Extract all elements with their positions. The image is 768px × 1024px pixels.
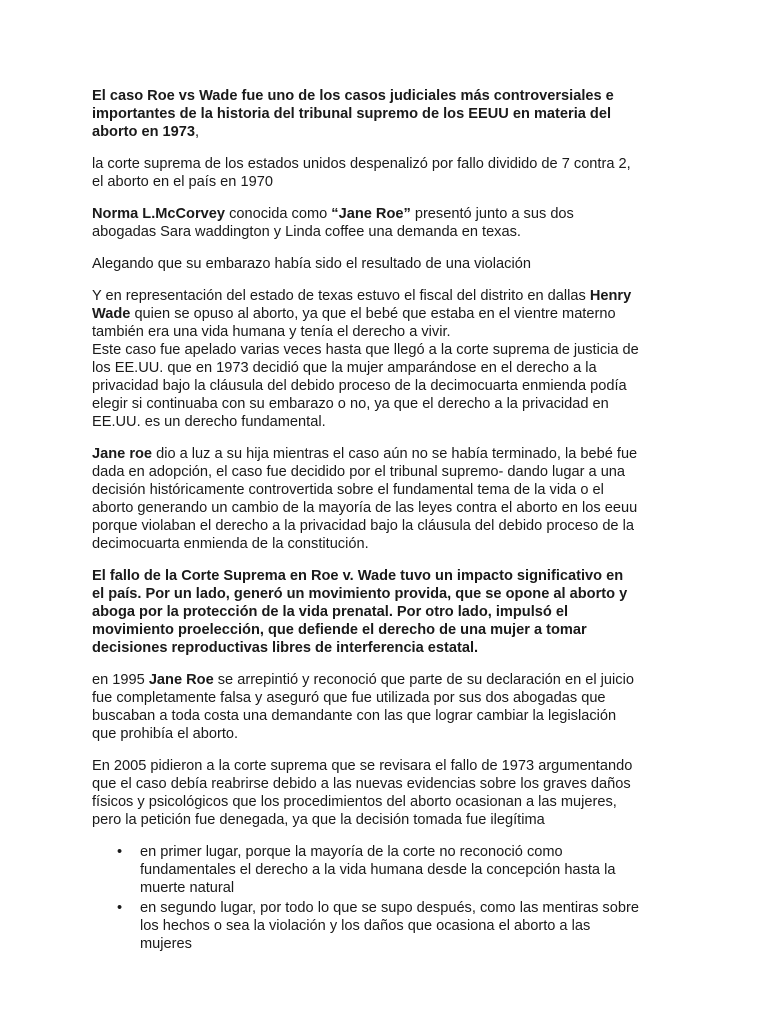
text-run: físicos y psicológicos que los procedimientos del aborto ocasionan a las mujeres,	[92, 794, 617, 810]
text-line: fundamentales el derecho a la vida humana desde la concepción hasta la	[140, 862, 616, 878]
text-line	[92, 359, 692, 377]
bold-text: Jane Roe	[148, 672, 214, 688]
text-line	[92, 567, 692, 585]
text-line	[92, 793, 692, 811]
bold-text: El caso Roe vs Wade fue uno de los casos judiciales más controversiales e	[92, 88, 614, 104]
paragraph	[92, 155, 692, 191]
paragraph	[92, 87, 692, 141]
text-line	[92, 87, 692, 105]
text-run: conocida como	[225, 206, 332, 222]
text-line: en primer lugar, porque la mayoría de la corte no reconoció como	[140, 844, 563, 860]
text-run: pero la petición fue denegada, ya que la decisión tomada fue ilegítima	[92, 812, 545, 828]
paragraph	[92, 287, 692, 431]
list-item	[117, 843, 692, 897]
paragraph	[92, 567, 692, 657]
text-line	[92, 155, 692, 173]
text-line	[92, 123, 692, 141]
text-line: los hechos o sea la violación y los daños que ocasiona el aborto a las	[140, 918, 591, 934]
paragraph	[92, 757, 692, 829]
text-line	[92, 707, 692, 725]
text-run: que prohibía el aborto.	[92, 726, 239, 742]
text-line	[92, 671, 692, 689]
text-run: fue completamente falsa y aseguró que fue utilizada por sus dos abogadas que	[92, 690, 606, 706]
text-run: aborto generando un cambio de la mayoría de las leyes contra el aborto en los eeuu	[92, 500, 638, 516]
text-run: quien se opuso al aborto, ya que el bebé que estaba en el vientre materno	[130, 306, 616, 322]
bold-text: Jane roe	[92, 446, 153, 462]
bold-text: Norma L.McCorvey	[92, 206, 226, 222]
text-run: elegir si continuaba con su embarazo o no, ya que el derecho a la privacidad en	[92, 396, 609, 412]
text-run: el aborto en el país en 1970	[92, 174, 273, 190]
text-line	[92, 499, 692, 517]
bold-text: decisiones reproductivas libres de interferencia estatal.	[92, 640, 479, 656]
text-run: decisión históricamente controvertida sobre el fundamental tema de la vida o el	[92, 482, 604, 498]
bold-text: Henry	[589, 288, 632, 304]
bold-text: aboga por la protección de la vida prenatal. Por otro lado, impulsó el	[92, 604, 569, 620]
text-line	[92, 395, 692, 413]
bullet-icon: •	[117, 844, 123, 860]
bold-text: importantes de la historia del tribunal supremo de los EEUU en materia del	[92, 106, 612, 122]
text-run: los EE.UU. que en 1973 decidió que la mujer amparándose en el derecho a la	[92, 360, 597, 376]
text-line: en segundo lugar, por todo lo que se supo después, como las mentiras sobre	[140, 900, 639, 916]
text-run: decimocuarta enmienda de la constitución.	[92, 536, 369, 552]
text-line	[92, 173, 692, 191]
bold-text: Wade	[92, 306, 131, 322]
text-run: en 1995	[92, 672, 149, 688]
text-run: Alegando que su embarazo había sido el resultado de una violación	[92, 256, 531, 272]
text-run: ,	[195, 124, 200, 140]
bold-text: El fallo de la Corte Suprema en Roe v. Wade tuvo un impacto significativo en	[92, 568, 624, 584]
text-line	[92, 255, 692, 273]
text-line	[92, 517, 692, 535]
text-line	[92, 305, 692, 323]
text-line	[92, 585, 692, 603]
bold-text: movimiento proelección, que defiende el derecho de una mujer a tomar	[92, 622, 587, 638]
text-run: la corte suprema de los estados unidos despenalizó por fallo dividido de 7 contra 2,	[92, 156, 631, 172]
text-line	[92, 757, 692, 775]
text-line	[92, 481, 692, 499]
text-line	[92, 535, 692, 553]
document-body	[92, 87, 692, 955]
text-line	[92, 639, 692, 657]
text-line	[92, 223, 692, 241]
text-line	[92, 341, 692, 359]
text-run: también era una vida humana y tenía el derecho a vivir.	[92, 324, 451, 340]
text-line	[92, 775, 692, 793]
bold-text: el país. Por un lado, generó un movimiento provida, que se opone al aborto y	[92, 586, 628, 602]
text-run: abogadas Sara waddington y Linda coffee una demanda en texas.	[92, 224, 521, 240]
paragraph	[92, 445, 692, 553]
paragraph	[92, 255, 692, 273]
text-run: Este caso fue apelado varias veces hasta que llegó a la corte suprema de justicia de	[92, 342, 639, 358]
text-line	[92, 413, 692, 431]
text-line	[92, 725, 692, 743]
list-item	[117, 899, 692, 953]
text-run: dio a luz a su hija mientras el caso aún no se había terminado, la bebé fue	[152, 446, 638, 462]
bullet-list	[92, 843, 692, 953]
text-line	[92, 323, 692, 341]
text-line	[92, 811, 692, 829]
bullet-icon: •	[117, 900, 123, 916]
text-run: que el caso debía reabrirse debido a las nuevas evidencias sobre los graves daños	[92, 776, 631, 792]
text-run: presentó junto a sus dos	[410, 206, 574, 222]
text-line	[92, 377, 692, 395]
paragraph	[92, 671, 692, 743]
text-line	[92, 287, 692, 305]
text-run: EE.UU. es un derecho fundamental.	[92, 414, 326, 430]
bold-text: “Jane Roe”	[331, 206, 411, 222]
bold-text: aborto en 1973	[92, 124, 196, 140]
text-line: mujeres	[140, 936, 192, 952]
text-line	[92, 105, 692, 123]
text-run: Y en representación del estado de texas estuvo el fiscal del distrito en dallas	[92, 288, 590, 304]
text-line: muerte natural	[140, 880, 235, 896]
text-line	[92, 463, 692, 481]
text-run: dada en adopción, el caso fue decidido por el tribunal supremo- dando lugar a una	[92, 464, 626, 480]
text-run: privacidad bajo la cláusula del debido proceso de la decimocuarta enmienda podía	[92, 378, 627, 394]
text-line	[92, 205, 692, 223]
text-run: En 2005 pidieron a la corte suprema que se revisara el fallo de 1973 argumentando	[92, 758, 633, 774]
text-line	[92, 621, 692, 639]
text-line	[92, 603, 692, 621]
text-run: porque violaban el derecho a la privacidad bajo la cláusula del debido proceso de la	[92, 518, 634, 534]
text-run: buscaban a toda costa una demandante con las que lograr cambiar la legislación	[92, 708, 617, 724]
paragraph	[92, 205, 692, 241]
text-line	[92, 445, 692, 463]
text-run: se arrepintió y reconoció que parte de su declaración en el juicio	[213, 672, 634, 688]
text-line	[92, 689, 692, 707]
